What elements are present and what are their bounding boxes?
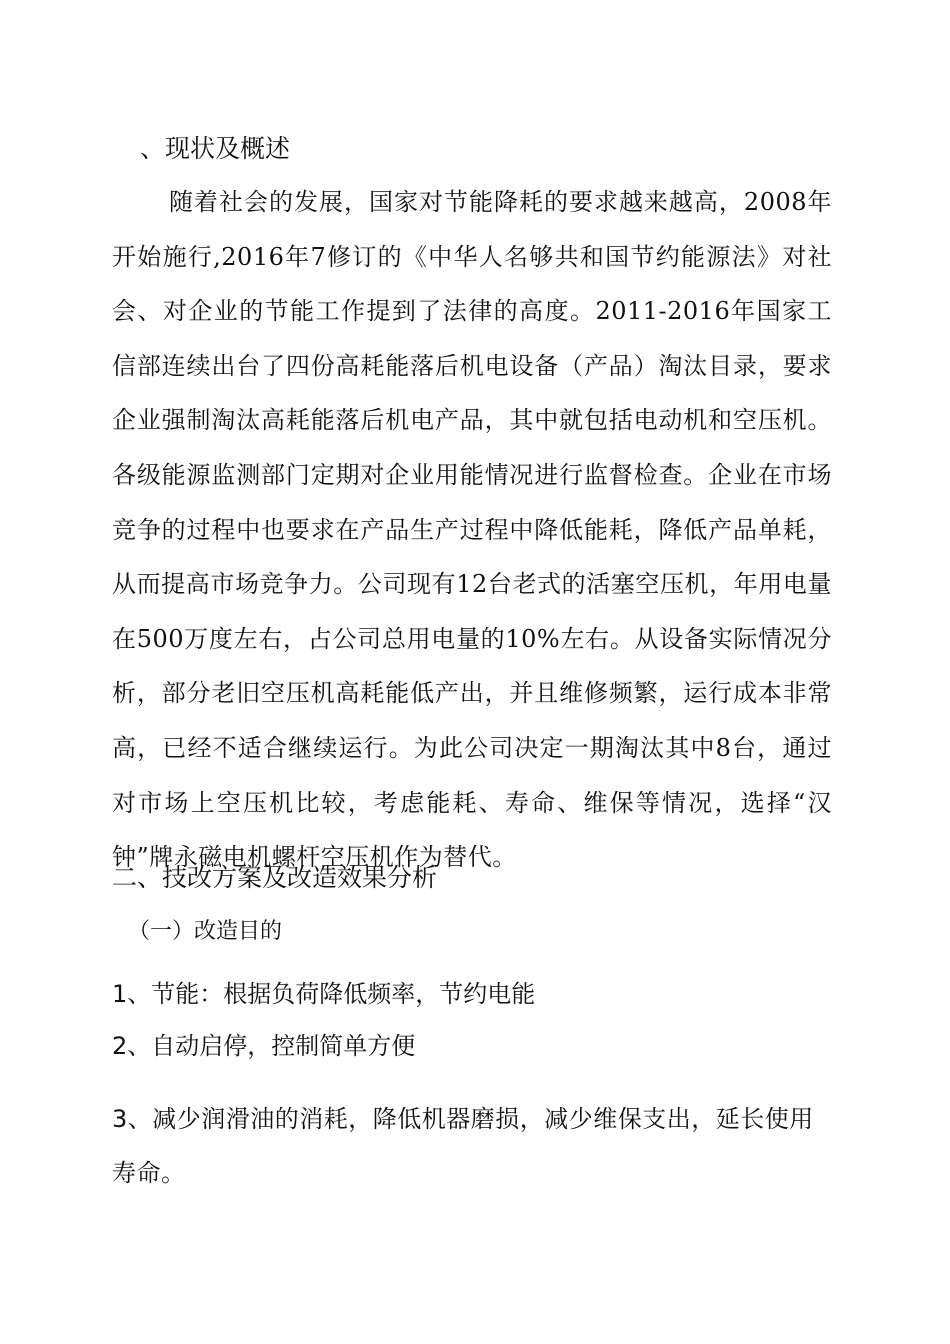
section-heading-technical-plan: 二、技改方案及改造效果分析 [112,863,438,892]
subsection-heading-purpose: （一）改造目的 [128,919,283,944]
purpose-item-auto-start-stop: 2、自动启停，控制简单方便 [112,1032,416,1060]
purpose-item-reduce-lubricant: 3、减少润滑油的消耗，降低机器磨损，减少维保支出，延长使用寿命。 [112,1105,814,1187]
section-heading-status-overview: 、现状及概述 [140,134,291,163]
overview-paragraph: 随着社会的发展，国家对节能降耗的要求越来越高，2008年开始施行,2016年7修订的《中华人名够共和国节约能源法》对社会、对企业的节能工作提到了法律的高度。2011-2016年国家工信部连续出台了四份高耗能落后机电设备（产品）淘汰目录，要求企业强制淘汰高耗能落后机电产品，其中就包括电动机和空压机。各级能源监测部门定期对企业用能情况进行监督检查。企业在市场竞争的过程中也要求在产品生产过程中降低能耗，降低产品单耗，从而提高市场竞争力。公司现有12台老式的活塞空压机，年用电量在500万度左右，占公司总用电量的10%左右。从设备实际情况分析，部分老旧空压机高耗能低产出，并且维修频繁，运行成本非常高，已经不适合继续运行。为此公司决定一期淘汰其中8台，通过对市场上空压机比较，考虑能耗、寿命、维保等情况，选择“汉钟”牌永磁电机螺杆空压机作为替代。 [112,188,832,872]
purpose-item-energy-saving: 1、节能：根据负荷降低频率，节约电能 [112,980,536,1008]
